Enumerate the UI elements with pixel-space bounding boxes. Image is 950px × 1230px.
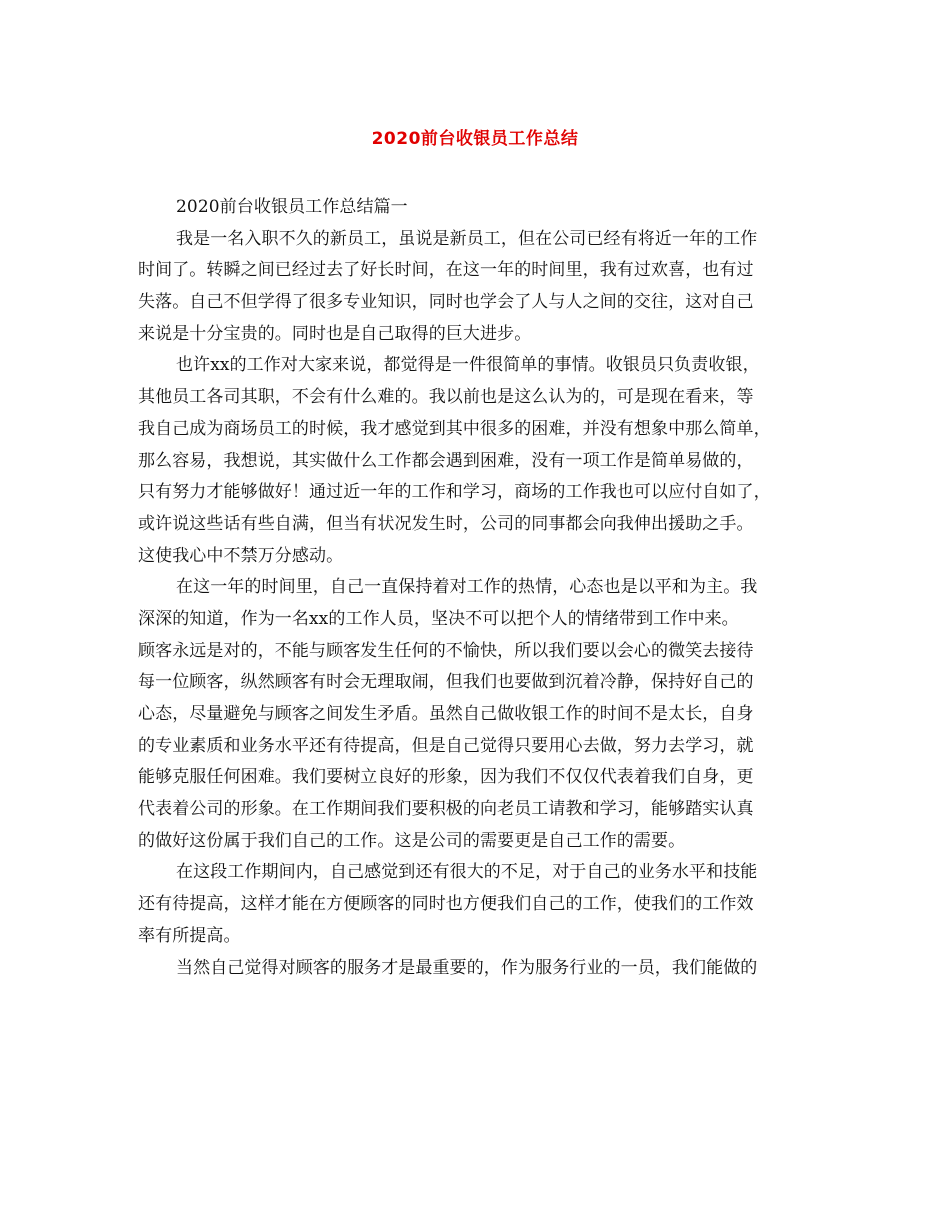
text-line: 率有所提高。 xyxy=(138,925,241,946)
text-line: 那么容易，我想说，其实做什么工作都会遇到困难，没有一项工作是简单易做的， xyxy=(138,450,754,471)
text-line: 能够克服任何困难。我们要树立良好的形象，因为我们不仅仅代表着我们自身，更 xyxy=(138,767,754,788)
text-line: 失落。自己不但学得了很多专业知识，同时也学会了人与人之间的交往，这对自己 xyxy=(138,292,754,313)
text-line: 其他员工各司其职，不会有什么难的。我以前也是这么认为的，可是现在看来，等 xyxy=(138,387,754,408)
text-line: 我是一名入职不久的新员工，虽说是新员工，但在公司已经有将近一年的工作 xyxy=(176,228,758,249)
document-body xyxy=(138,192,814,984)
text-line: 时间了。转瞬之间已经过去了好长时间，在这一年的时间里，我有过欢喜，也有过 xyxy=(138,260,754,281)
text-line: 这使我心中不禁万分感动。 xyxy=(138,545,344,566)
text-line: 顾客永远是对的，不能与顾客发生任何的不愉快，所以我们要以会心的微笑去接待 xyxy=(138,640,754,661)
text-line: 代表着公司的形象。在工作期间我们要积极的向老员工请教和学习，能够踏实认真 xyxy=(138,799,754,820)
text-line: 我自己成为商场员工的时候，我才感觉到其中很多的困难，并没有想象中那么简单， xyxy=(138,418,771,439)
text-line: 还有待提高，这样才能在方便顾客的同时也方便我们自己的工作，使我们的工作效 xyxy=(138,894,754,915)
text-line: 来说是十分宝贵的。同时也是自己取得的巨大进步。 xyxy=(138,323,532,344)
text-line: 的做好这份属于我们自己的工作。这是公司的需要更是自己工作的需要。 xyxy=(138,830,686,851)
text-line: 只有努力才能够做好！通过近一年的工作和学习，商场的工作我也可以应付自如了， xyxy=(138,482,771,503)
text-line: 的专业素质和业务水平还有待提高，但是自己觉得只要用心去做，努力去学习，就 xyxy=(138,735,754,756)
document-title: 2020前台收银员工作总结 xyxy=(371,129,579,149)
text-line: 也许xx的工作对大家来说，都觉得是一件很简单的事情。收银员只负责收银， xyxy=(176,355,760,376)
text-line: 每一位顾客，纵然顾客有时会无理取闹，但我们也要做到沉着冷静，保持好自己的 xyxy=(138,672,754,693)
text-line: 在这一年的时间里，自己一直保持着对工作的热情，心态也是以平和为主。我 xyxy=(176,577,758,598)
text-line: 心态，尽量避免与顾客之间发生矛盾。虽然自己做收银工作的时间不是太长，自身 xyxy=(138,704,754,724)
text-line: 当然自己觉得对顾客的服务才是最重要的，作为服务行业的一员，我们能做的 xyxy=(176,957,758,978)
text-line: 在这段工作期间内，自己感觉到还有很大的不足，对于自己的业务水平和技能 xyxy=(176,862,758,883)
text-line: 深深的知道，作为一名xx的工作人员，坚决不可以把个人的情绪带到工作中来。 xyxy=(138,608,739,629)
text-line: 或许说这些话有些自满，但当有状况发生时，公司的同事都会向我伸出援助之手。 xyxy=(138,513,754,534)
text-line: 2020前台收银员工作总结篇一 xyxy=(176,197,408,217)
